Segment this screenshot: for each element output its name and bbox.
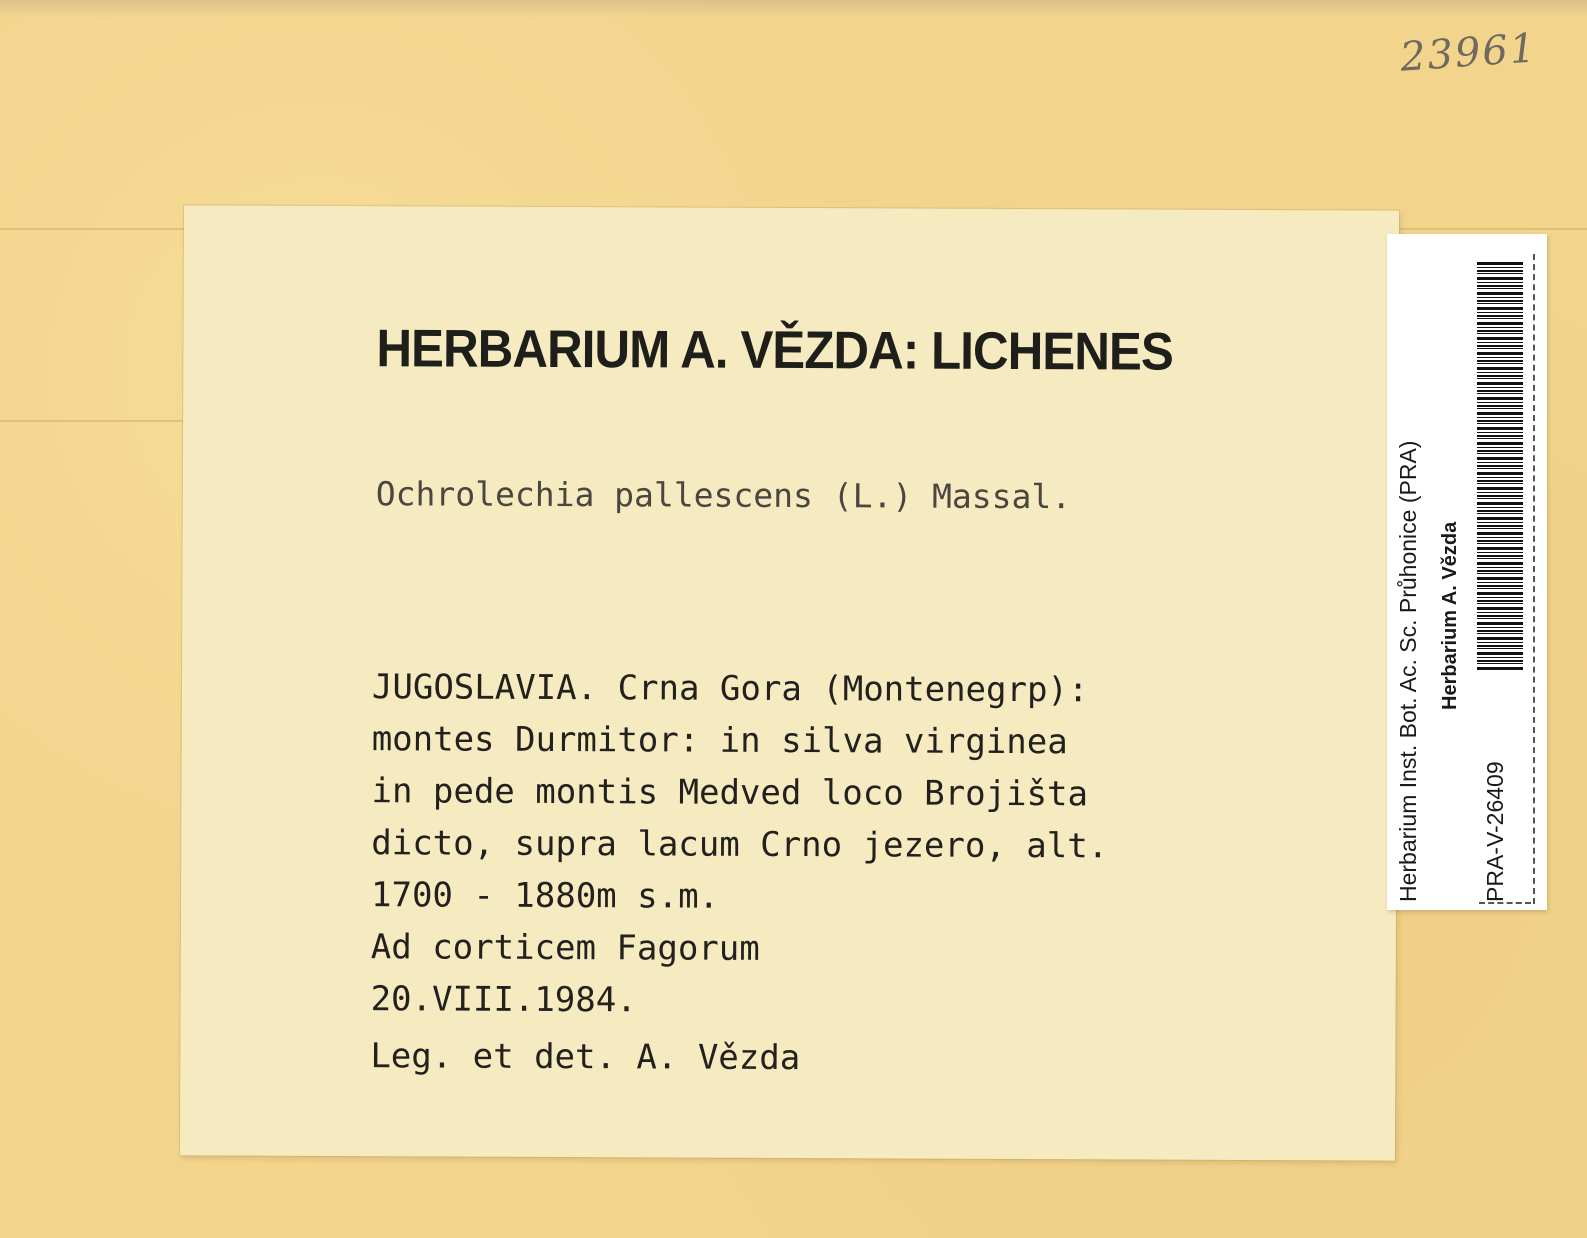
sticker-institution-text: Herbarium Inst. Bot. Ac. Sc. Průhonice (PRA) xyxy=(1395,440,1421,902)
locality-line: JUGOSLAVIA. Crna Gora (Montenegrp): xyxy=(371,667,1089,711)
locality-block xyxy=(371,661,1110,1028)
locality-line: dicto, supra lacum Crno jezero, alt. xyxy=(371,823,1109,867)
altitude-line: 1700 - 1880m s.m. xyxy=(370,875,720,917)
envelope-fold-line-left xyxy=(0,420,190,422)
collector-line: Leg. et det. A. Vězda xyxy=(370,1036,801,1079)
cut-line-horizontal xyxy=(1479,902,1531,904)
envelope-edge-shadow xyxy=(0,0,1587,18)
barcode-sticker xyxy=(1387,234,1547,910)
locality-line: montes Durmitor: in silva virginea xyxy=(371,719,1068,763)
collection-date: 20.VIII.1984. xyxy=(370,979,637,1021)
specimen-label xyxy=(180,205,1399,1160)
handwritten-accession-number: 23961 xyxy=(1398,25,1539,81)
label-header: HERBARIUM A. VĚZDA: LICHENES xyxy=(376,319,1173,382)
specimen-code: PRA-V-26409 xyxy=(1482,761,1508,902)
sticker-collection-text: Herbarium A. Vězda xyxy=(1439,521,1461,710)
locality-line: in pede montis Medved loco Brojišta xyxy=(371,771,1089,815)
barcode-icon xyxy=(1477,262,1523,672)
cut-line-vertical xyxy=(1533,254,1535,904)
substrate-line: Ad corticem Fagorum xyxy=(370,927,760,969)
taxon-name: Ochrolechia pallescens (L.) Massal. xyxy=(375,474,1072,517)
